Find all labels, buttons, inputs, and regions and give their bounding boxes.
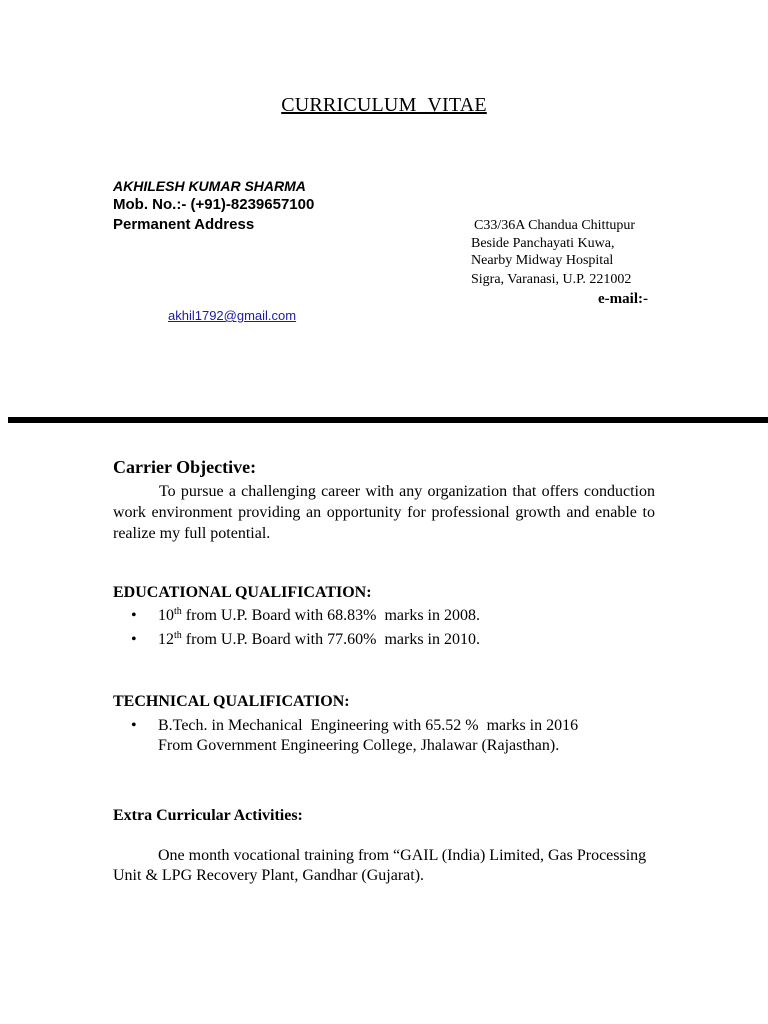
education-item-text: 12th from U.P. Board with 77.60% marks in 2010.	[158, 630, 480, 648]
email-link[interactable]: akhil1792@gmail.com	[168, 308, 297, 323]
bullet-icon: •	[131, 631, 137, 648]
email-label: e-mail:-	[598, 291, 648, 307]
address-line-3: Nearby Midway Hospital	[471, 253, 614, 268]
extra-heading: Extra Curricular Activities:	[113, 807, 303, 824]
education-heading: EDUCATIONAL QUALIFICATION:	[113, 584, 372, 601]
candidate-name: AKHILESH KUMAR SHARMA	[113, 178, 306, 194]
technical-item-continuation: From Government Engineering College, Jhalawar (Rajasthan).	[158, 737, 560, 754]
objective-heading: Carrier Objective:	[113, 457, 257, 477]
mobile-number: Mob. No.:- (+91)-8239657100	[113, 196, 315, 213]
extra-text: One month vocational training from “GAIL (India) Limited, Gas Processing Unit & LPG Recovery Plant, Gandhar (Gujarat).	[113, 847, 647, 884]
technical-item-text: B.Tech. in Mechanical Engineering with 65.52 % marks in 2016	[158, 717, 579, 734]
education-item-text: 10th from U.P. Board with 68.83% marks in 2008.	[158, 606, 480, 624]
objective-text: To pursue a challenging career with any organization that offers conduction work environment providing an opportunity for professional growth and enable to realize my full potential.	[113, 483, 655, 542]
address-line-1: C33/36A Chandua Chittupur	[474, 218, 635, 233]
technical-heading: TECHNICAL QUALIFICATION:	[113, 693, 350, 710]
bullet-icon: •	[131, 607, 137, 624]
bullet-icon: •	[131, 717, 137, 734]
address-line-4: Sigra, Varanasi, U.P. 221002	[471, 272, 632, 287]
section-divider	[8, 417, 768, 423]
document-title: CURRICULUM VITAE	[281, 94, 487, 116]
permanent-address-label: Permanent Address	[113, 216, 255, 233]
address-line-2: Beside Panchayati Kuwa,	[471, 236, 615, 251]
